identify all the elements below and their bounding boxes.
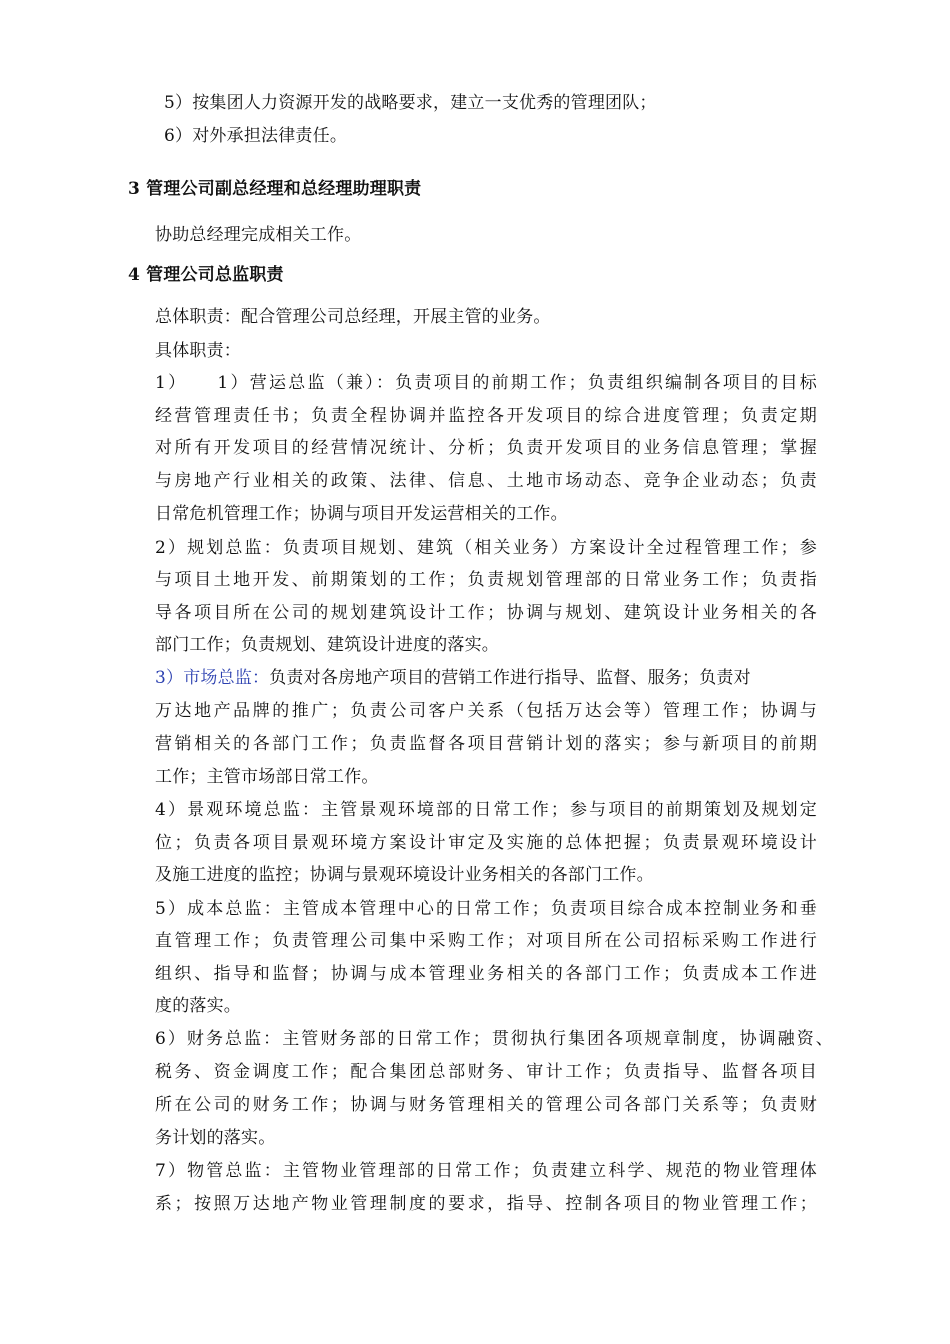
section-heading: 3 管理公司副总经理和总经理助理职责 bbox=[128, 179, 422, 199]
paragraph: 具体职责： bbox=[155, 341, 241, 361]
text-line: 5）成本总监：主管成本管理中心的日常工作；负责项目综合成本控制业务和垂 bbox=[155, 899, 817, 919]
text-line: 对所有开发项目的经营情况统计、分析；负责开发项目的业务信息管理；掌握 bbox=[155, 438, 817, 458]
text-line: 6）财务总监：主管财务部的日常工作；贯彻执行集团各项规章制度，协调融资、 bbox=[155, 1029, 833, 1049]
paragraph: 协助总经理完成相关工作。 bbox=[155, 225, 362, 245]
text-line: 组织、指导和监督；协调与成本管理业务相关的各部门工作；负责成本工作进 bbox=[155, 964, 817, 984]
text-line: 导各项目所在公司的规划建筑设计工作；协调与规划、建筑设计业务相关的各 bbox=[155, 603, 817, 623]
text-line: 2）规划总监：负责项目规划、建筑（相关业务）方案设计全过程管理工作；参 bbox=[155, 538, 817, 558]
text-line: 系；按照万达地产物业管理制度的要求，指导、控制各项目的物业管理工作； bbox=[155, 1194, 817, 1214]
text-line: 直管理工作；负责管理公司集中采购工作；对项目所在公司招标采购工作进行 bbox=[155, 931, 817, 951]
text-line: 万达地产品牌的推广；负责公司客户关系（包括万达会等）管理工作；协调与 bbox=[155, 701, 817, 721]
text-line: 日常危机管理工作；协调与项目开发运营相关的工作。 bbox=[155, 504, 568, 524]
text-line bbox=[155, 667, 817, 689]
text-line: 务计划的落实。 bbox=[155, 1128, 276, 1148]
text-line: 度的落实。 bbox=[155, 996, 241, 1016]
text-line: 1） 1）营运总监（兼）：负责项目的前期工作；负责组织编制各项目的目标 bbox=[155, 373, 817, 393]
list-item: 5）按集团人力资源开发的战略要求，建立一支优秀的管理团队； bbox=[164, 93, 657, 113]
list-item: 6）对外承担法律责任。 bbox=[164, 126, 348, 146]
text-line: 营销相关的各部门工作；负责监督各项目营销计划的落实；参与新项目的前期 bbox=[155, 734, 817, 754]
text-line: 7）物管总监：主管物业管理部的日常工作；负责建立科学、规范的物业管理体 bbox=[155, 1161, 817, 1181]
text-line: 部门工作；负责规划、建筑设计进度的落实。 bbox=[155, 635, 499, 655]
text-line: 位；负责各项目景观环境方案设计审定及实施的总体把握；负责景观环境设计 bbox=[155, 833, 817, 853]
text-line: 工作；主管市场部日常工作。 bbox=[155, 767, 379, 787]
text-line: 所在公司的财务工作；协调与财务管理相关的管理公司各部门关系等；负责财 bbox=[155, 1095, 817, 1115]
paragraph: 总体职责：配合管理公司总经理，开展主管的业务。 bbox=[155, 307, 551, 327]
text-line: 4）景观环境总监：主管景观环境部的日常工作；参与项目的前期策划及规划定 bbox=[155, 800, 817, 820]
text-line: 经营管理责任书；负责全程协调并监控各开发项目的综合进度管理；负责定期 bbox=[155, 406, 817, 426]
item-label: 3）市场总监： bbox=[155, 668, 270, 688]
section-heading: 4 管理公司总监职责 bbox=[128, 265, 284, 285]
text-span: 负责对各房地产项目的营销工作进行指导、监督、服务；负责对 bbox=[269, 668, 751, 688]
text-line: 及施工进度的监控；协调与景观环境设计业务相关的各部门工作。 bbox=[155, 865, 654, 885]
text-line: 与项目土地开发、前期策划的工作；负责规划管理部的日常业务工作；负责指 bbox=[155, 570, 817, 590]
text-line: 与房地产行业相关的政策、法律、信息、土地市场动态、竞争企业动态；负责 bbox=[155, 471, 817, 491]
text-line: 税务、资金调度工作；配合集团总部财务、审计工作；负责指导、监督各项目 bbox=[155, 1062, 817, 1082]
